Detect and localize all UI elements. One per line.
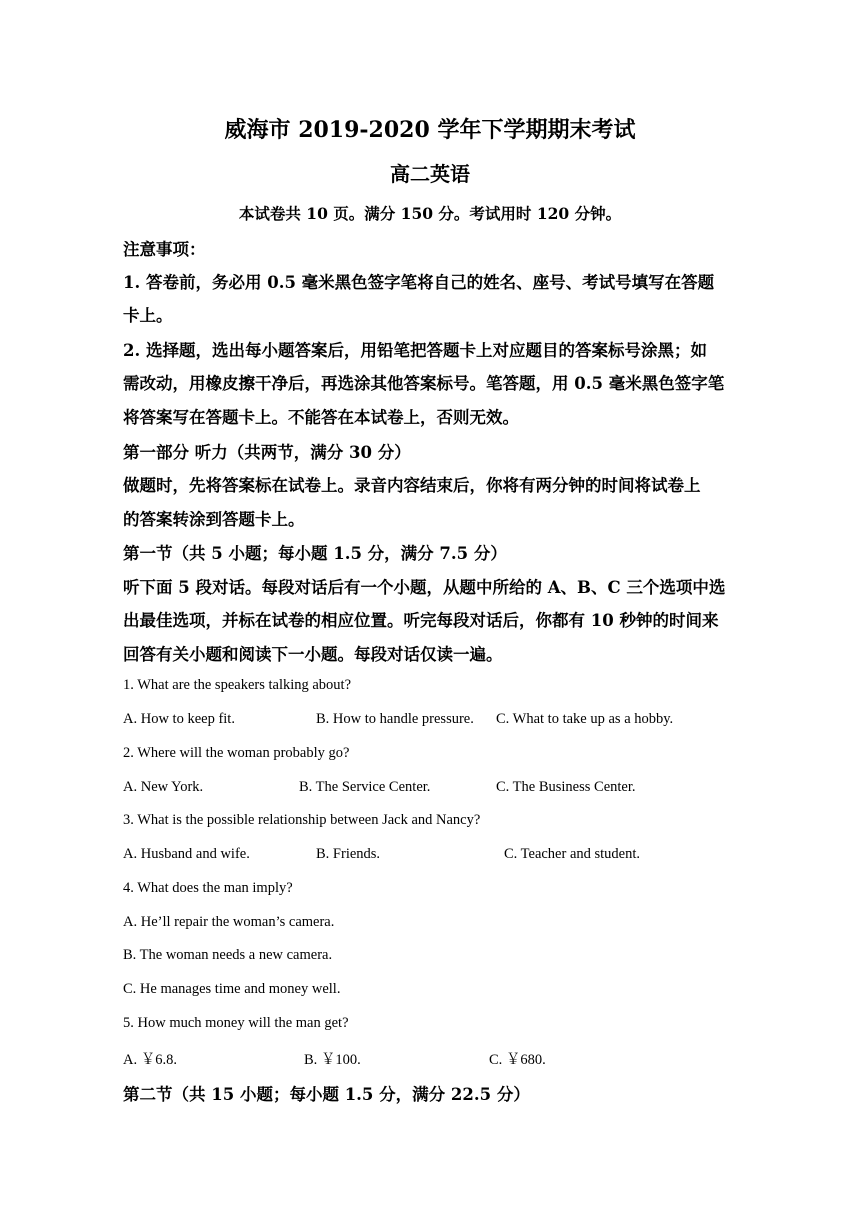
- note-item-1-line-1: 1. 答卷前，务必用 0.5 毫米黑色签字笔将自己的姓名、座号、考试号填写在答题: [123, 273, 715, 292]
- note-item-2-line-2: 需改动，用橡皮擦干净后，再选涂其他答案标号。笔答题，用 0.5 毫米黑色签字笔: [123, 374, 725, 393]
- question-2-option-a: A. New York.: [123, 779, 204, 795]
- note-item-1-line-2: 卡上。: [123, 306, 173, 325]
- section1-instruction-line-2: 出最佳选项，并标在试卷的相应位置。听完每段对话后，你都有 10 秒钟的时间来: [123, 611, 719, 630]
- question-1-option-c: C. What to take up as a hobby.: [496, 711, 674, 727]
- question-2-option-b: B. The Service Center.: [299, 779, 431, 795]
- exam-info: 本试卷共 10 页。满分 150 分。考试用时 120 分钟。: [238, 204, 622, 223]
- question-3-stem: 3. What is the possible relationship between Jack and Nancy?: [123, 812, 481, 828]
- exam-title: 威海市 2019-2020 学年下学期期末考试: [224, 117, 636, 143]
- question-5-option-a: A. ￥6.8.: [123, 1052, 177, 1068]
- question-5-option-b: B. ￥100.: [304, 1052, 361, 1068]
- notes-heading: 注意事项：: [123, 240, 206, 259]
- part1-heading: 第一部分 听力（共两节，满分 30 分）: [123, 443, 411, 462]
- question-1-option-b: B. How to handle pressure.: [316, 711, 474, 727]
- question-1-stem: 1. What are the speakers talking about?: [123, 677, 352, 693]
- section1-heading: 第一节（共 5 小题；每小题 1.5 分，满分 7.5 分）: [123, 544, 507, 563]
- question-4-option-c: C. He manages time and money well.: [123, 981, 341, 997]
- question-4-stem: 4. What does the man imply?: [123, 880, 293, 896]
- question-1-option-a: A. How to keep fit.: [123, 711, 235, 727]
- section1-instruction-line-3: 回答有关小题和阅读下一小题。每段对话仅读一遍。: [123, 645, 503, 664]
- section2-heading: 第二节（共 15 小题；每小题 1.5 分，满分 22.5 分）: [123, 1085, 530, 1104]
- subject-title: 高二英语: [390, 162, 470, 186]
- question-3-option-c: C. Teacher and student.: [504, 846, 641, 862]
- question-3-option-a: A. Husband and wife.: [123, 846, 250, 862]
- note-item-2-line-3: 将答案写在答题卡上。不能答在本试卷上，否则无效。: [123, 408, 519, 427]
- part1-instruction-line-1: 做题时，先将答案标在试卷上。录音内容结束后，你将有两分钟的时间将试卷上: [123, 476, 701, 495]
- question-5-option-c: C. ￥680.: [489, 1052, 546, 1068]
- part1-instruction-line-2: 的答案转涂到答题卡上。: [123, 510, 305, 529]
- question-4-option-b: B. The woman needs a new camera.: [123, 947, 333, 963]
- note-item-2-line-1: 2. 选择题，选出每小题答案后，用铅笔把答题卡上对应题目的答案标号涂黑；如: [123, 341, 707, 360]
- question-2-stem: 2. Where will the woman probably go?: [123, 745, 350, 761]
- question-4-option-a: A. He’ll repair the woman’s camera.: [123, 914, 335, 930]
- question-5-stem: 5. How much money will the man get?: [123, 1015, 349, 1031]
- question-3-option-b: B. Friends.: [316, 846, 381, 862]
- question-2-option-c: C. The Business Center.: [496, 779, 636, 795]
- section1-instruction-line-1: 听下面 5 段对话。每段对话后有一个小题，从题中所给的 A、B、C 三个选项中选: [123, 578, 726, 597]
